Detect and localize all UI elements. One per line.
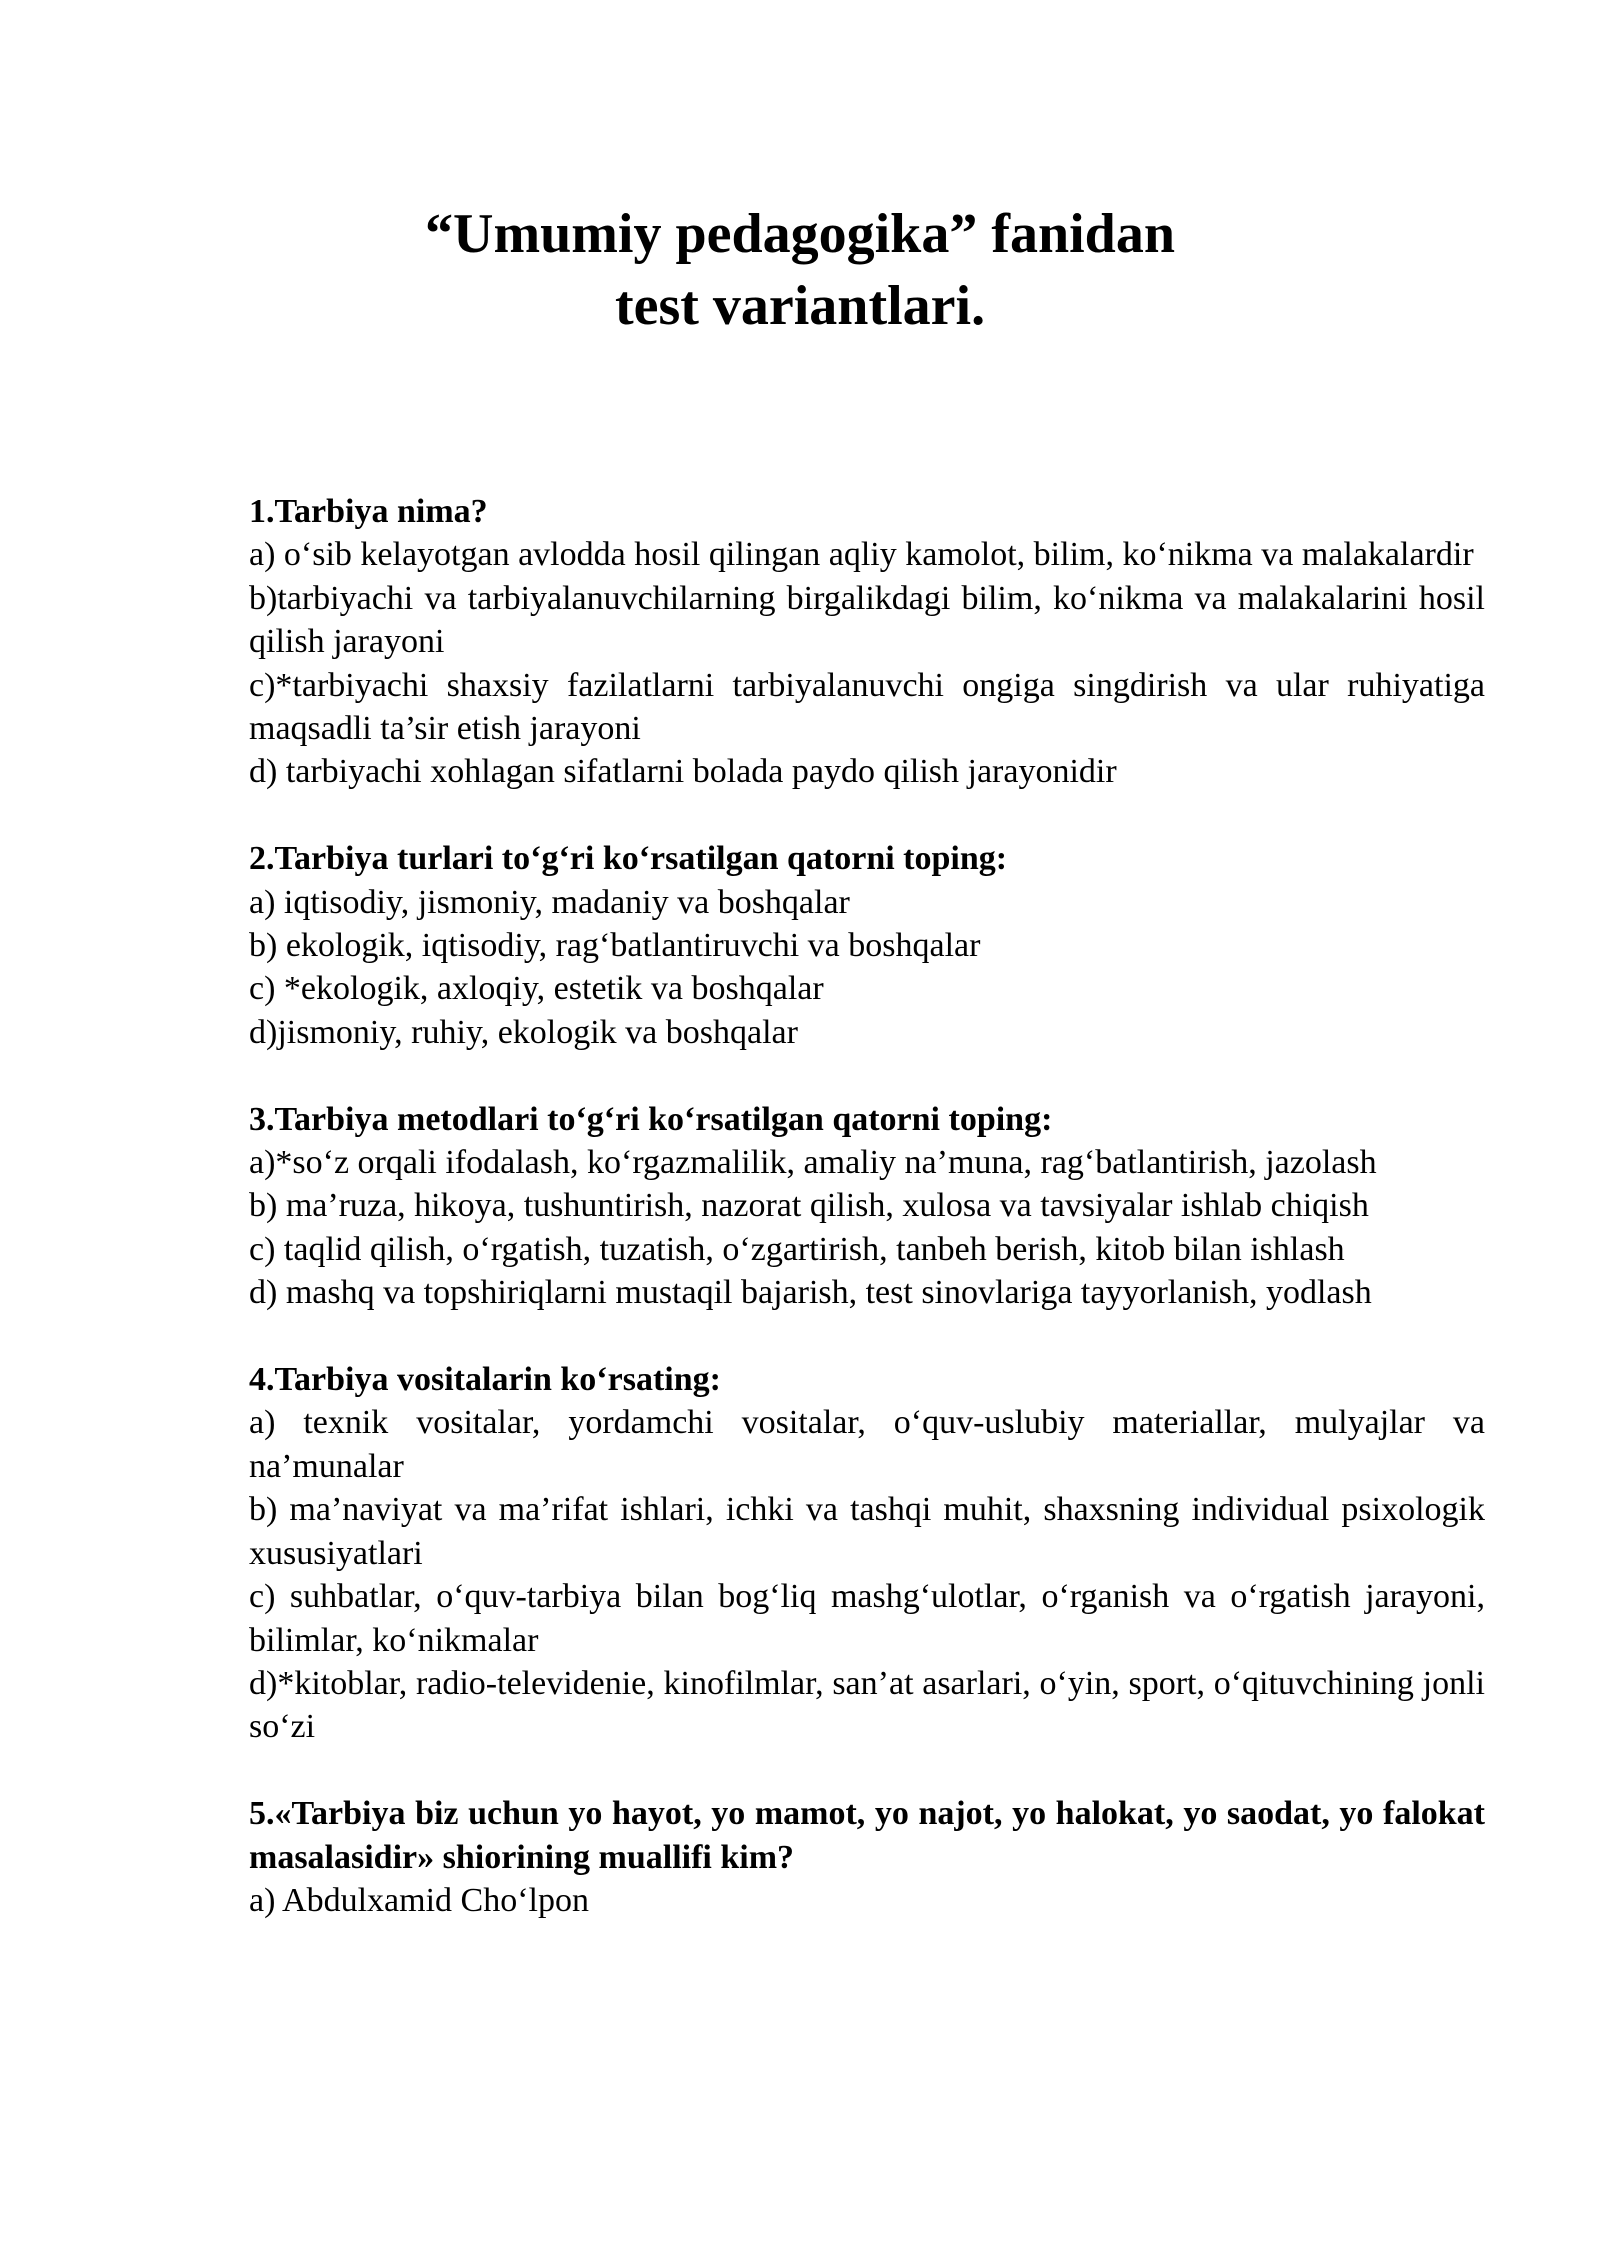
answer-option: b) ekologik, iqtisodiy, rag‘batlantiruvchi va boshqalar — [249, 927, 981, 965]
question-text: 2.Tarbiya turlari to‘g‘ri ko‘rsatilgan qatorni toping: — [249, 840, 1008, 878]
question-3 — [249, 1098, 1485, 1315]
question-1 — [249, 490, 1485, 794]
question-text: 1.Tarbiya nima? — [249, 493, 488, 530]
answer-option: a) texnik vositalar, yordamchi vositalar, o‘quv-uslubiy materiallar, mulyajlar va na’munalar — [249, 1404, 1485, 1485]
answer-option: d) mashq va topshiriqlarni mustaqil bajarish, test sinovlariga tayyorlanish, yodlash — [249, 1274, 1372, 1312]
answer-option: c) suhbatlar, o‘quv-tarbiya bilan bog‘liq mashg‘ulotlar, o‘rganish va o‘rgatish jarayoni, bilimlar, ko‘nikmalar — [249, 1578, 1485, 1659]
answer-option-correct: d)*kitoblar, radio-televidenie, kinofilmlar, san’at asarlari, o‘yin, sport, o‘qituvchining jonli so‘zi — [249, 1664, 1485, 1746]
answer-option: b)tarbiyachi va tarbiyalanuvchilarning birgalikdagi bilim, ko‘nikma va malakalarini hosil qilish jarayoni — [249, 579, 1485, 661]
question-4 — [249, 1358, 1485, 1749]
answer-option: c) taqlid qilish, o‘rgatish, tuzatish, o‘zgartirish, tanbeh berish, kitob bilan ishlash — [249, 1230, 1345, 1268]
question-5 — [249, 1792, 1485, 1922]
question-text: 5.«Tarbiya biz uchun yo hayot, yo mamot, yo najot, yo halokat, yo saodat, yo falokat masalasidir» shiorining muallifi kim? — [249, 1795, 1485, 1876]
question-text: 3.Tarbiya metodlari to‘g‘ri ko‘rsatilgan qatorni toping: — [249, 1100, 1053, 1138]
answer-option: b) ma’naviyat va ma’rifat ishlari, ichki va tashqi muhit, shaxsning individual psixologik xususiyatlari — [249, 1491, 1485, 1572]
answer-option: b) ma’ruza, hikoya, tushuntirish, nazorat qilish, xulosa va tavsiyalar ishlab chiqish — [249, 1187, 1369, 1225]
title-line-1: “Umumiy pedagogika” fanidan — [425, 203, 1175, 265]
answer-option: a) Abdulxamid Cho‘lpon — [249, 1881, 589, 1919]
answer-option: a) o‘sib kelayotgan avlodda hosil qilingan aqliy kamolot, bilim, ko‘nikma va malakalardir — [249, 536, 1474, 574]
answer-option-correct: c)*tarbiyachi shaxsiy fazilatlarni tarbiyalanuvchi ongiga singdirish va ular ruhiyatiga maqsadli ta’sir etish jarayoni — [249, 666, 1485, 748]
answer-option: d) tarbiyachi xohlagan sifatlarni bolada paydo qilish jarayonidir — [249, 753, 1117, 791]
answer-option-correct: a)*so‘z orqali ifodalash, ko‘rgazmalilik, amaliy na’muna, rag‘batlantirish, jazolash — [249, 1144, 1377, 1182]
question-text: 4.Tarbiya vositalarin ko‘rsating: — [249, 1361, 721, 1399]
answer-option: d)jismoniy, ruhiy, ekologik va boshqalar — [249, 1013, 798, 1051]
question-2 — [249, 837, 1485, 1054]
question-list — [249, 490, 1485, 1966]
document-title — [0, 198, 1600, 342]
answer-option: a) iqtisodiy, jismoniy, madaniy va boshqalar — [249, 883, 850, 921]
title-line-2: test variantlari. — [614, 275, 986, 337]
answer-option-correct: c) *ekologik, axloqiy, estetik va boshqalar — [249, 970, 824, 1008]
